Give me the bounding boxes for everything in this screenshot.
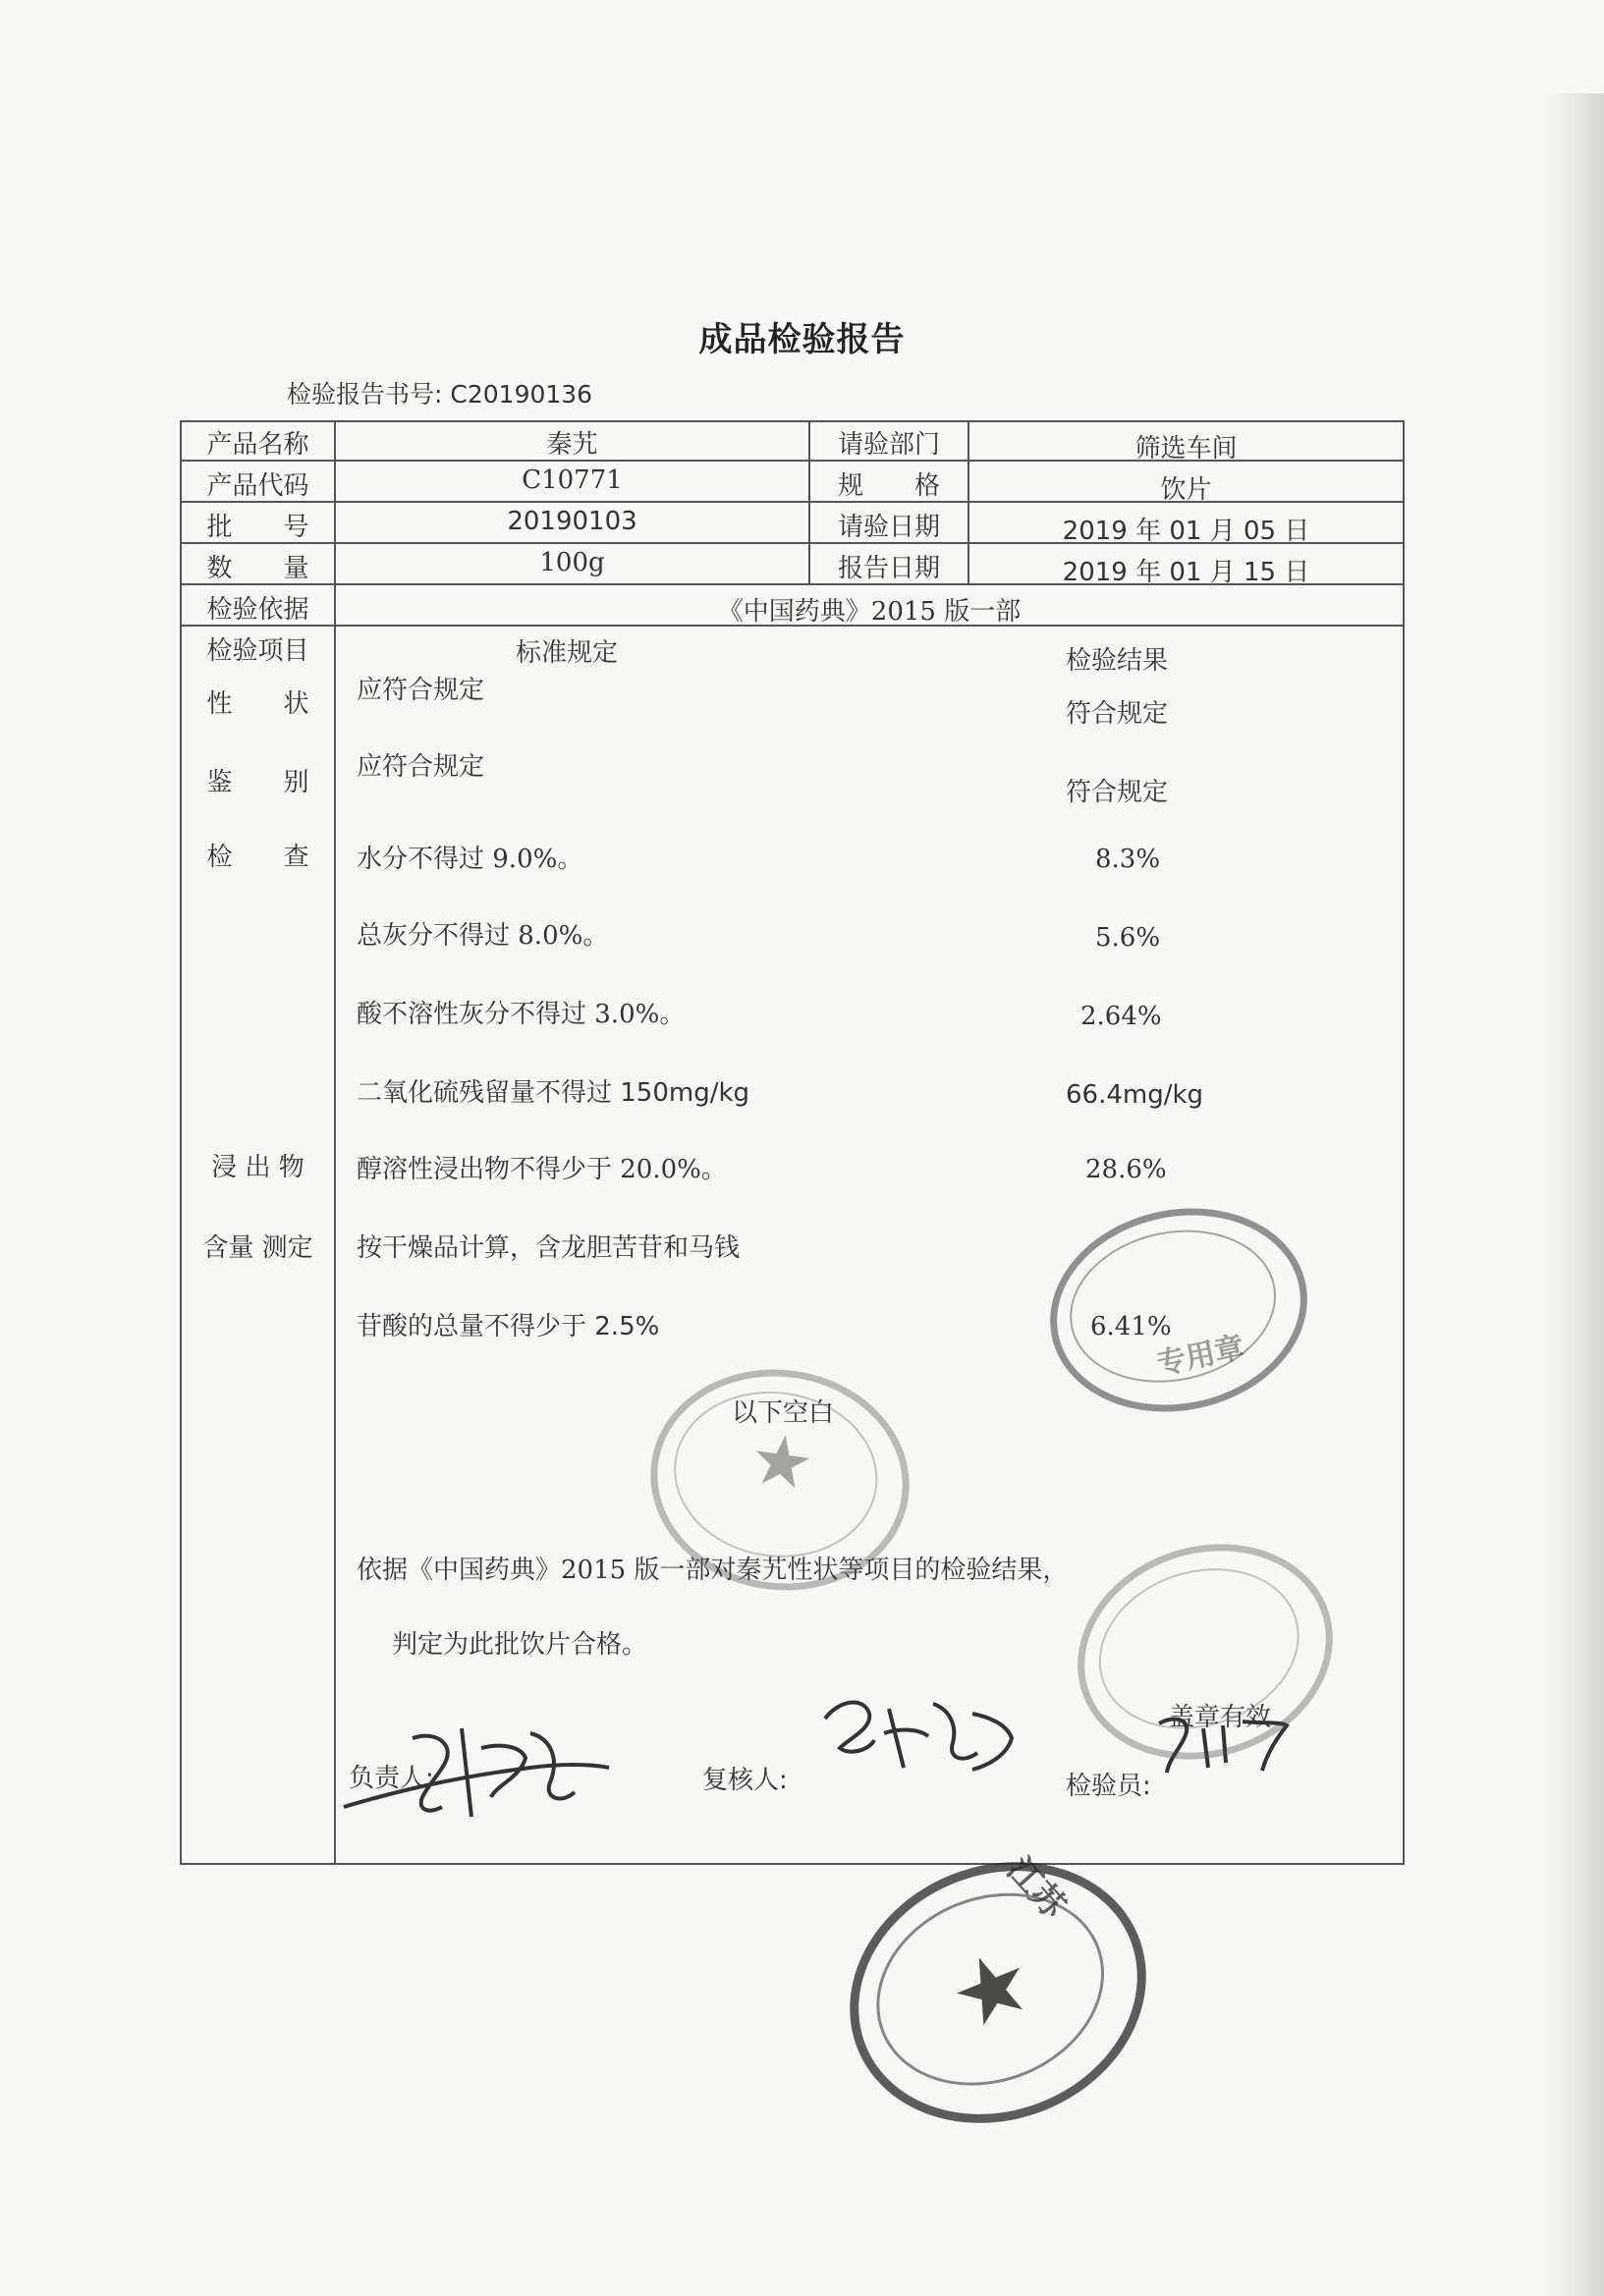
items-header-item: 检验项目 bbox=[206, 636, 309, 666]
label-request-date: 请验日期 bbox=[837, 513, 940, 542]
seal-valid-note: 盖章有效 bbox=[1169, 1703, 1272, 1732]
item-result: 2.64% bbox=[1080, 1002, 1162, 1031]
item-result: 28.6% bbox=[1085, 1155, 1167, 1184]
value-basis: 《中国药典》2015 版一部 bbox=[717, 597, 1022, 627]
responsible-label: 负责人: bbox=[349, 1764, 434, 1793]
value-report-date: 2019 年 01 月 15 日 bbox=[1062, 558, 1310, 587]
blank-note: 以下空白 bbox=[732, 1398, 835, 1428]
item-label: 鉴 别 bbox=[206, 768, 309, 797]
item-standard: 总灰分不得过 8.0%。 bbox=[357, 921, 609, 951]
item-result: 6.41% bbox=[1090, 1312, 1172, 1341]
value-batch-no: 20190103 bbox=[507, 507, 637, 536]
star-icon: ★ bbox=[935, 1926, 1048, 2052]
conclusion-line-1: 依据《中国药典》2015 版一部对秦艽性状等项目的检验结果， bbox=[357, 1556, 1069, 1585]
label-basis: 检验依据 bbox=[206, 595, 309, 625]
item-label: 浸 出 物 bbox=[211, 1153, 304, 1182]
responsible-signature bbox=[334, 1699, 619, 1846]
label-quantity: 数 量 bbox=[206, 554, 309, 583]
col-divider bbox=[334, 422, 336, 1863]
label-report-date: 报告日期 bbox=[837, 554, 940, 583]
item-standard: 应符合规定 bbox=[357, 676, 485, 705]
label-spec: 规 格 bbox=[837, 471, 940, 501]
item-standard: 醇溶性浸出物不得少于 20.0%。 bbox=[357, 1155, 727, 1184]
item-result: 符合规定 bbox=[1066, 778, 1169, 807]
item-result: 符合规定 bbox=[1066, 699, 1169, 729]
label-department: 请验部门 bbox=[837, 430, 940, 460]
label-batch-no: 批 号 bbox=[206, 513, 309, 542]
scan-edge-shadow bbox=[1545, 93, 1604, 2296]
items-header-result: 检验结果 bbox=[1066, 646, 1169, 676]
value-product-code: C10771 bbox=[522, 465, 623, 495]
reviewer-label: 复核人: bbox=[702, 1766, 788, 1795]
report-number bbox=[287, 375, 592, 410]
value-request-date: 2019 年 01 月 05 日 bbox=[1062, 517, 1310, 546]
report-number-value: C20190136 bbox=[450, 380, 593, 409]
report-number-label: 检验报告书号: bbox=[287, 380, 443, 409]
label-product-name: 产品名称 bbox=[206, 430, 309, 460]
item-standard: 苷酸的总量不得少于 2.5% bbox=[357, 1312, 660, 1341]
items-header-standard: 标准规定 bbox=[516, 638, 619, 668]
star-icon: ★ bbox=[745, 1416, 819, 1507]
item-standard: 酸不溶性灰分不得过 3.0%。 bbox=[357, 1000, 686, 1029]
item-standard: 应符合规定 bbox=[357, 752, 485, 782]
item-result: 66.4mg/kg bbox=[1066, 1080, 1204, 1110]
stamp-text: 专用章 bbox=[1153, 1330, 1247, 1383]
item-result: 5.6% bbox=[1095, 923, 1161, 953]
page-title: 成品检验报告 bbox=[698, 320, 906, 359]
inspector-label: 检验员: bbox=[1066, 1772, 1151, 1801]
label-product-code: 产品代码 bbox=[206, 471, 309, 501]
item-standard: 水分不得过 9.0%。 bbox=[357, 845, 583, 874]
item-label: 性 状 bbox=[206, 689, 309, 719]
stamp-official-seal bbox=[810, 1819, 1186, 2167]
value-quantity: 100g bbox=[539, 548, 605, 577]
item-standard: 二氧化硫残留量不得过 150mg/kg bbox=[357, 1078, 750, 1108]
item-result: 8.3% bbox=[1095, 845, 1161, 874]
value-department: 筛选车间 bbox=[1134, 434, 1238, 464]
reviewer-signature bbox=[815, 1679, 1031, 1787]
item-standard: 按干燥品计算，含龙胆苦苷和马钱 bbox=[357, 1233, 741, 1263]
item-label: 检 查 bbox=[206, 843, 309, 872]
value-product-name: 秦艽 bbox=[546, 430, 598, 460]
value-spec: 饮片 bbox=[1160, 475, 1212, 505]
conclusion-line-2: 判定为此批饮片合格。 bbox=[392, 1630, 648, 1660]
item-label: 含量 测定 bbox=[202, 1233, 313, 1263]
stamp-text: 江苏 bbox=[999, 1849, 1074, 1927]
